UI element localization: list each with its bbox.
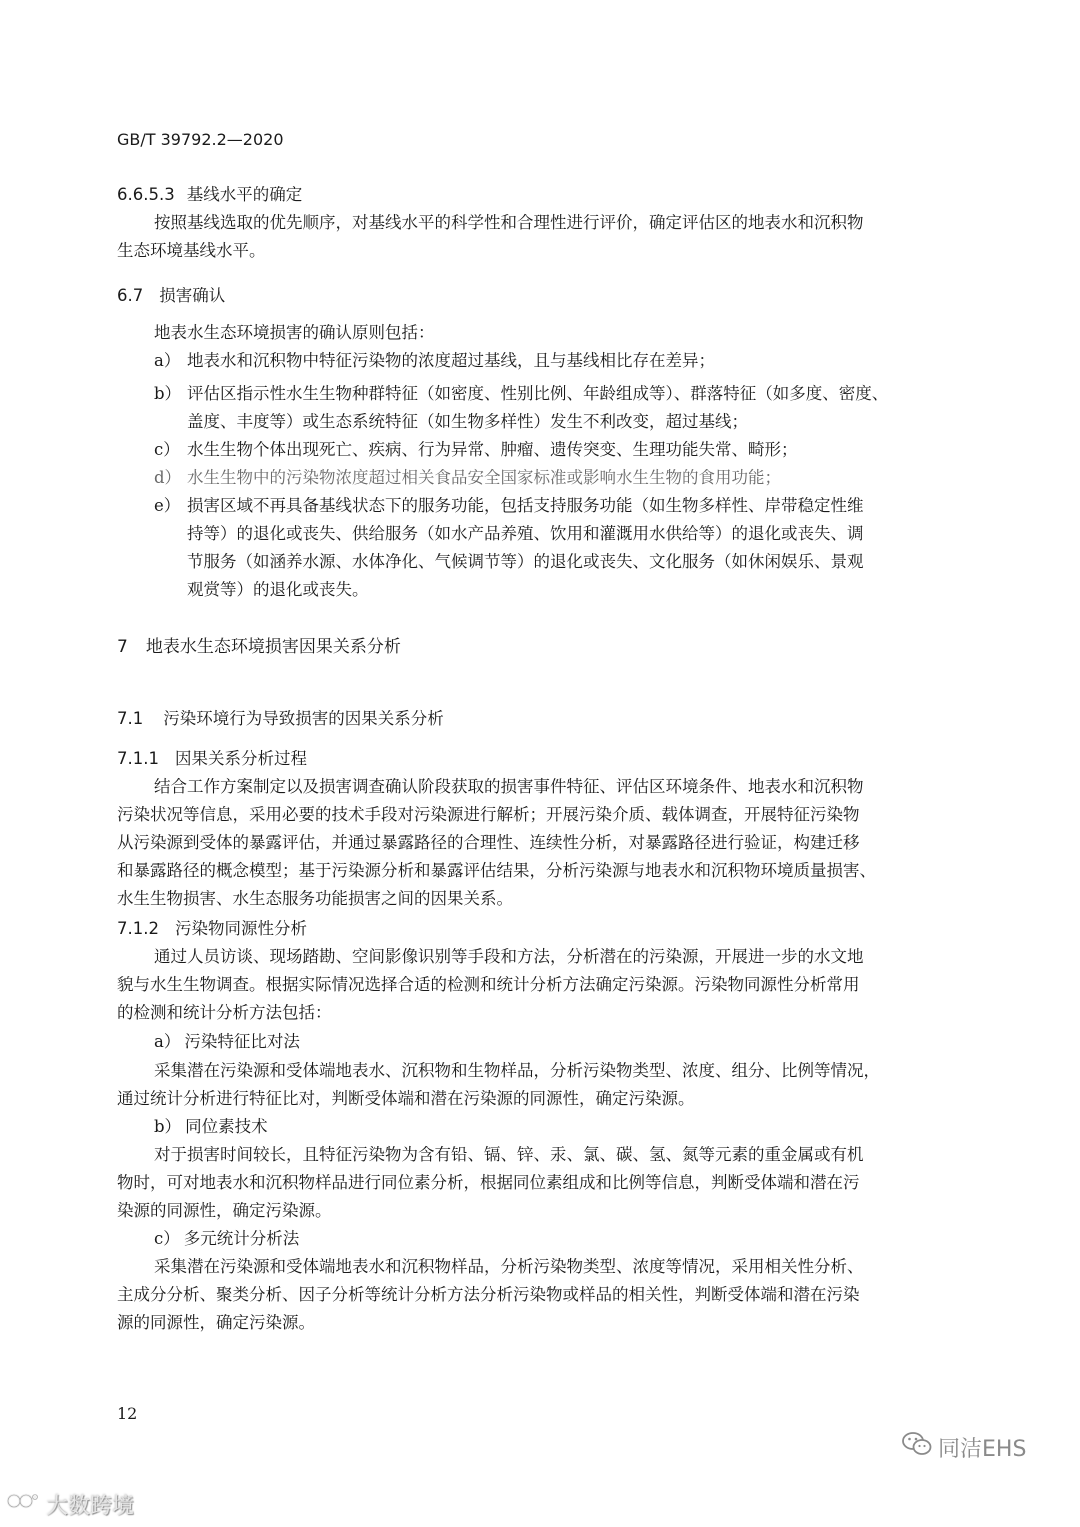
list-item: 水生生物个体出现死亡、疾病、行为异常、肿瘤、遗传突变、生理功能失常、畸形； xyxy=(187,440,798,459)
heading-7-1 xyxy=(117,708,444,730)
list-label: b） xyxy=(154,1117,182,1136)
list-item: 评估区指示性水生生物种群特征（如密度、性别比例、年龄组成等）、群落特征（如多度、密度、 xyxy=(187,384,889,403)
section-title: 污染环境行为导致损害的因果关系分析 xyxy=(163,709,444,728)
heading-6-6-5-3 xyxy=(117,184,302,206)
method-heading-c xyxy=(154,1228,299,1250)
paragraph-line: 染源的同源性，确定污染源。 xyxy=(117,1201,332,1220)
site-logo-icon xyxy=(6,1490,40,1518)
list-item: 节服务（如涵养水源、水体净化、气候调节等）的退化或丧失、文化服务（如休闲娱乐、景观 xyxy=(187,552,864,571)
paragraph-line: 采集潜在污染源和受体端地表水和沉积物样品，分析污染物类型、浓度等情况，采用相关性分析、 xyxy=(154,1257,864,1276)
paragraph-line: 主成分分析、聚类分析、因子分析等统计分析方法分析污染物或样品的相关性，判断受体端和潜在污染 xyxy=(117,1285,860,1304)
section-number: 7.1.2 xyxy=(117,919,159,938)
section-number: 6.6.5.3 xyxy=(117,185,175,204)
section-title: 地表水生态环境损害因果关系分析 xyxy=(145,637,401,657)
paragraph-line: 水生生物损害、水生态服务功能损害之间的因果关系。 xyxy=(117,889,513,908)
list-label: c） xyxy=(154,440,180,459)
paragraph-line: 源的同源性，确定污染源。 xyxy=(117,1313,315,1332)
method-heading-a xyxy=(154,1031,300,1053)
method-title: 污染特征比对法 xyxy=(184,1032,300,1051)
list-item: 持等）的退化或丧失、供给服务（如水产品养殖、饮用和灌溉用水供给等）的退化或丧失、调 xyxy=(187,524,864,543)
method-heading-b xyxy=(154,1116,268,1138)
list-item: 盖度、丰度等）或生态系统特征（如生物多样性）发生不利改变，超过基线； xyxy=(187,412,748,431)
section-number: 7.1.1 xyxy=(117,749,159,768)
paragraph-line: 地表水生态环境损害的确认原则包括： xyxy=(154,323,435,342)
section-title: 损害确认 xyxy=(159,286,226,305)
paragraph-line: 从污染源到受体的暴露评估，并通过暴露路径的合理性、连续性分析，对暴露路径进行验证，构建迁移 xyxy=(117,833,860,852)
section-number: 7 xyxy=(117,637,128,657)
standard-code: GB/T 39792.2—2020 xyxy=(117,130,284,149)
paragraph-line: 采集潜在污染源和受体端地表水、沉积物和生物样品，分析污染物类型、浓度、组分、比例等情况， xyxy=(154,1061,880,1080)
paragraph-line: 结合工作方案制定以及损害调查确认阶段获取的损害事件特征、评估区环境条件、地表水和沉积物 xyxy=(154,777,864,796)
paragraph-line: 生态环境基线水平。 xyxy=(117,241,266,260)
site-watermark-text: 大数跨境 xyxy=(46,1493,135,1519)
paragraph-line: 貌与水生生物调查。根据实际情况选择合适的检测和统计分析方法确定污染源。污染物同源性分析常用 xyxy=(117,975,860,994)
list-item: 观赏等）的退化或丧失。 xyxy=(187,580,369,599)
wechat-watermark xyxy=(902,1432,1026,1462)
paragraph-line: 物时，可对地表水和沉积物样品进行同位素分析，根据同位素组成和比例等信息，判断受体端和潜在污 xyxy=(117,1173,860,1192)
paragraph-line: 的检测和统计分析方法包括： xyxy=(117,1003,332,1022)
paragraph-line: 通过人员访谈、现场踏勘、空间影像识别等手段和方法，分析潜在的污染源，开展进一步的水文地 xyxy=(154,947,864,966)
section-title: 污染物同源性分析 xyxy=(174,919,307,938)
paragraph-line: 通过统计分析进行特征比对，判断受体端和潜在污染源的同源性，确定污染源。 xyxy=(117,1089,695,1108)
method-title: 同位素技术 xyxy=(185,1117,268,1136)
heading-7-1-1 xyxy=(117,748,307,770)
list-item: 损害区域不再具备基线状态下的服务功能，包括支持服务功能（如生物多样性、岸带稳定性维 xyxy=(187,496,864,515)
wechat-account-name: 同洁EHS xyxy=(938,1436,1027,1462)
list-label: e） xyxy=(154,496,181,515)
list-label: d） xyxy=(154,468,182,487)
list-label: c） xyxy=(154,1229,180,1248)
section-title: 因果关系分析过程 xyxy=(174,749,307,768)
heading-7-1-2 xyxy=(117,918,307,940)
paragraph-line: 按照基线选取的优先顺序，对基线水平的科学性和合理性进行评价，确定评估区的地表水和沉积物 xyxy=(154,213,864,232)
list-label: a） xyxy=(154,1032,181,1051)
list-item: 地表水和沉积物中特征污染物的浓度超过基线，且与基线相比存在差异； xyxy=(187,351,715,370)
paragraph-line: 和暴露路径的概念模型；基于污染源分析和暴露评估结果，分析污染源与地表水和沉积物环境质量损害、 xyxy=(117,861,876,880)
list-item: 水生生物中的污染物浓度超过相关食品安全国家标准或影响水生生物的食用功能； xyxy=(187,468,781,487)
method-title: 多元统计分析法 xyxy=(183,1229,300,1248)
page-number: 12 xyxy=(117,1404,138,1423)
heading-6-7 xyxy=(117,285,225,307)
list-label: b） xyxy=(154,384,182,403)
wechat-icon xyxy=(902,1431,932,1463)
paragraph-line: 对于损害时间较长，且特征污染物为含有铅、镉、锌、汞、氯、碳、氢、氮等元素的重金属或有机 xyxy=(154,1145,864,1164)
section-title: 基线水平的确定 xyxy=(186,185,303,204)
paragraph-line: 污染状况等信息，采用必要的技术手段对污染源进行解析；开展污染介质、载体调查，开展特征污染物 xyxy=(117,805,860,824)
section-number: 6.7 xyxy=(117,286,144,305)
heading-7 xyxy=(117,636,401,658)
section-number: 7.1 xyxy=(117,709,144,728)
list-label: a） xyxy=(154,351,181,370)
site-watermark xyxy=(6,1490,134,1518)
